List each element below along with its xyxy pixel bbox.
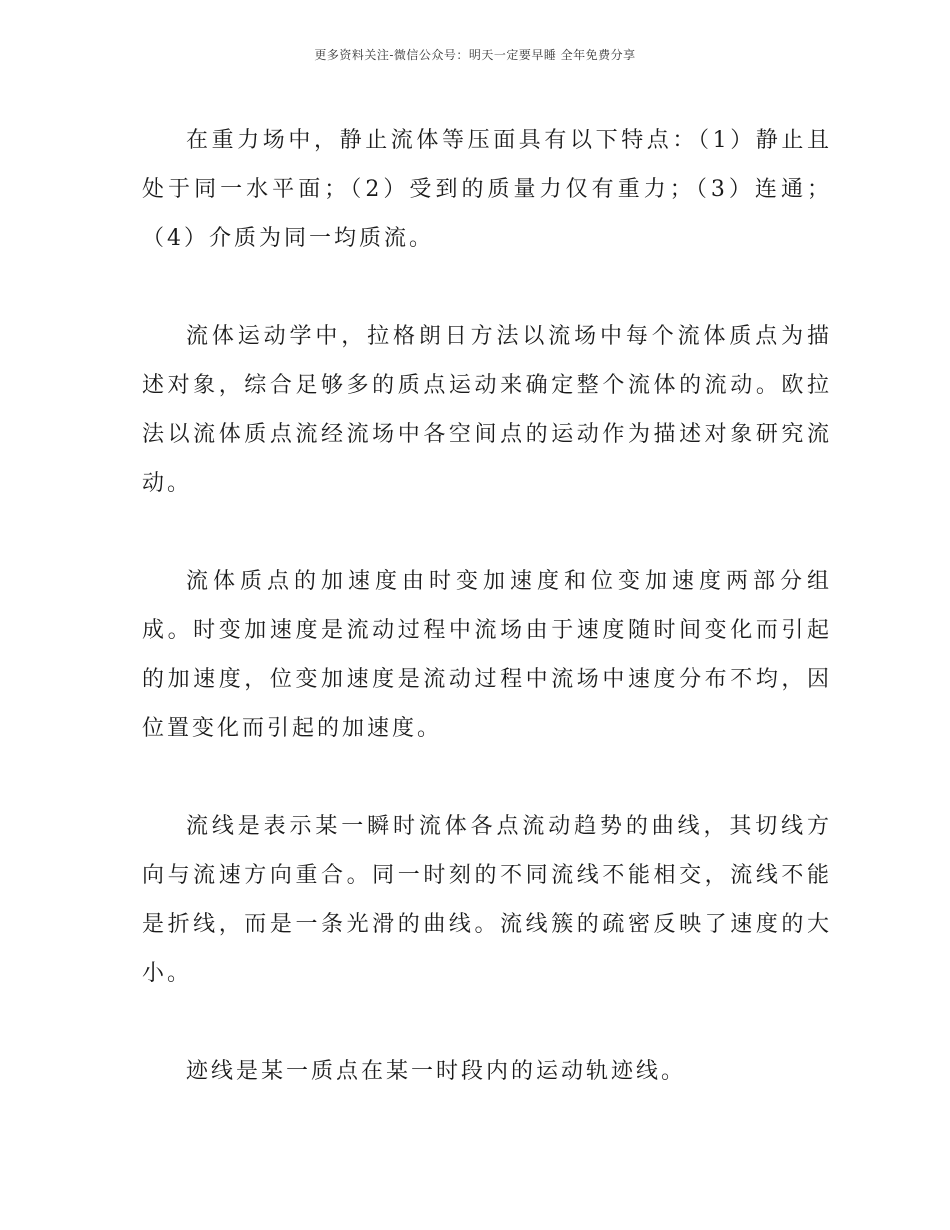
paragraph-lagrange-euler-methods: 流体运动学中，拉格朗日方法以流场中每个流体质点为描述对象，综合足够多的质点运动来确定整个流体的流动。欧拉法以流体质点流经流场中各空间点的运动作为描述对象研究流动。: [142, 324, 832, 496]
document-body: [142, 116, 832, 1096]
paragraph-pathline: 迹线是某一质点在某一时段内的运动轨迹线。: [186, 1059, 687, 1084]
paragraph-fluid-acceleration: 流体质点的加速度由时变加速度和位变加速度两部分组成。时变加速度是流动过程中流场由于速度随时间变化而引起的加速度，位变加速度是流动过程中流场中速度分布不均，因位置变化而引起的加速度。: [142, 569, 832, 741]
paragraph-equipressure-surface: 在重力场中，静止流体等压面具有以下特点：（1）静止且处于同一水平面；（2）受到的质量力仅有重力；（3）连通；（4）介质为同一均质流。: [142, 128, 832, 251]
paragraph-streamline: 流线是表示某一瞬时流体各点流动趋势的曲线，其切线方向与流速方向重合。同一时刻的不同流线不能相交，流线不能是折线，而是一条光滑的曲线。流线簇的疏密反映了速度的大小。: [142, 814, 832, 986]
page-header: 更多资料关注-微信公众号：明天一定要早睡 全年免费分享: [314, 48, 636, 62]
